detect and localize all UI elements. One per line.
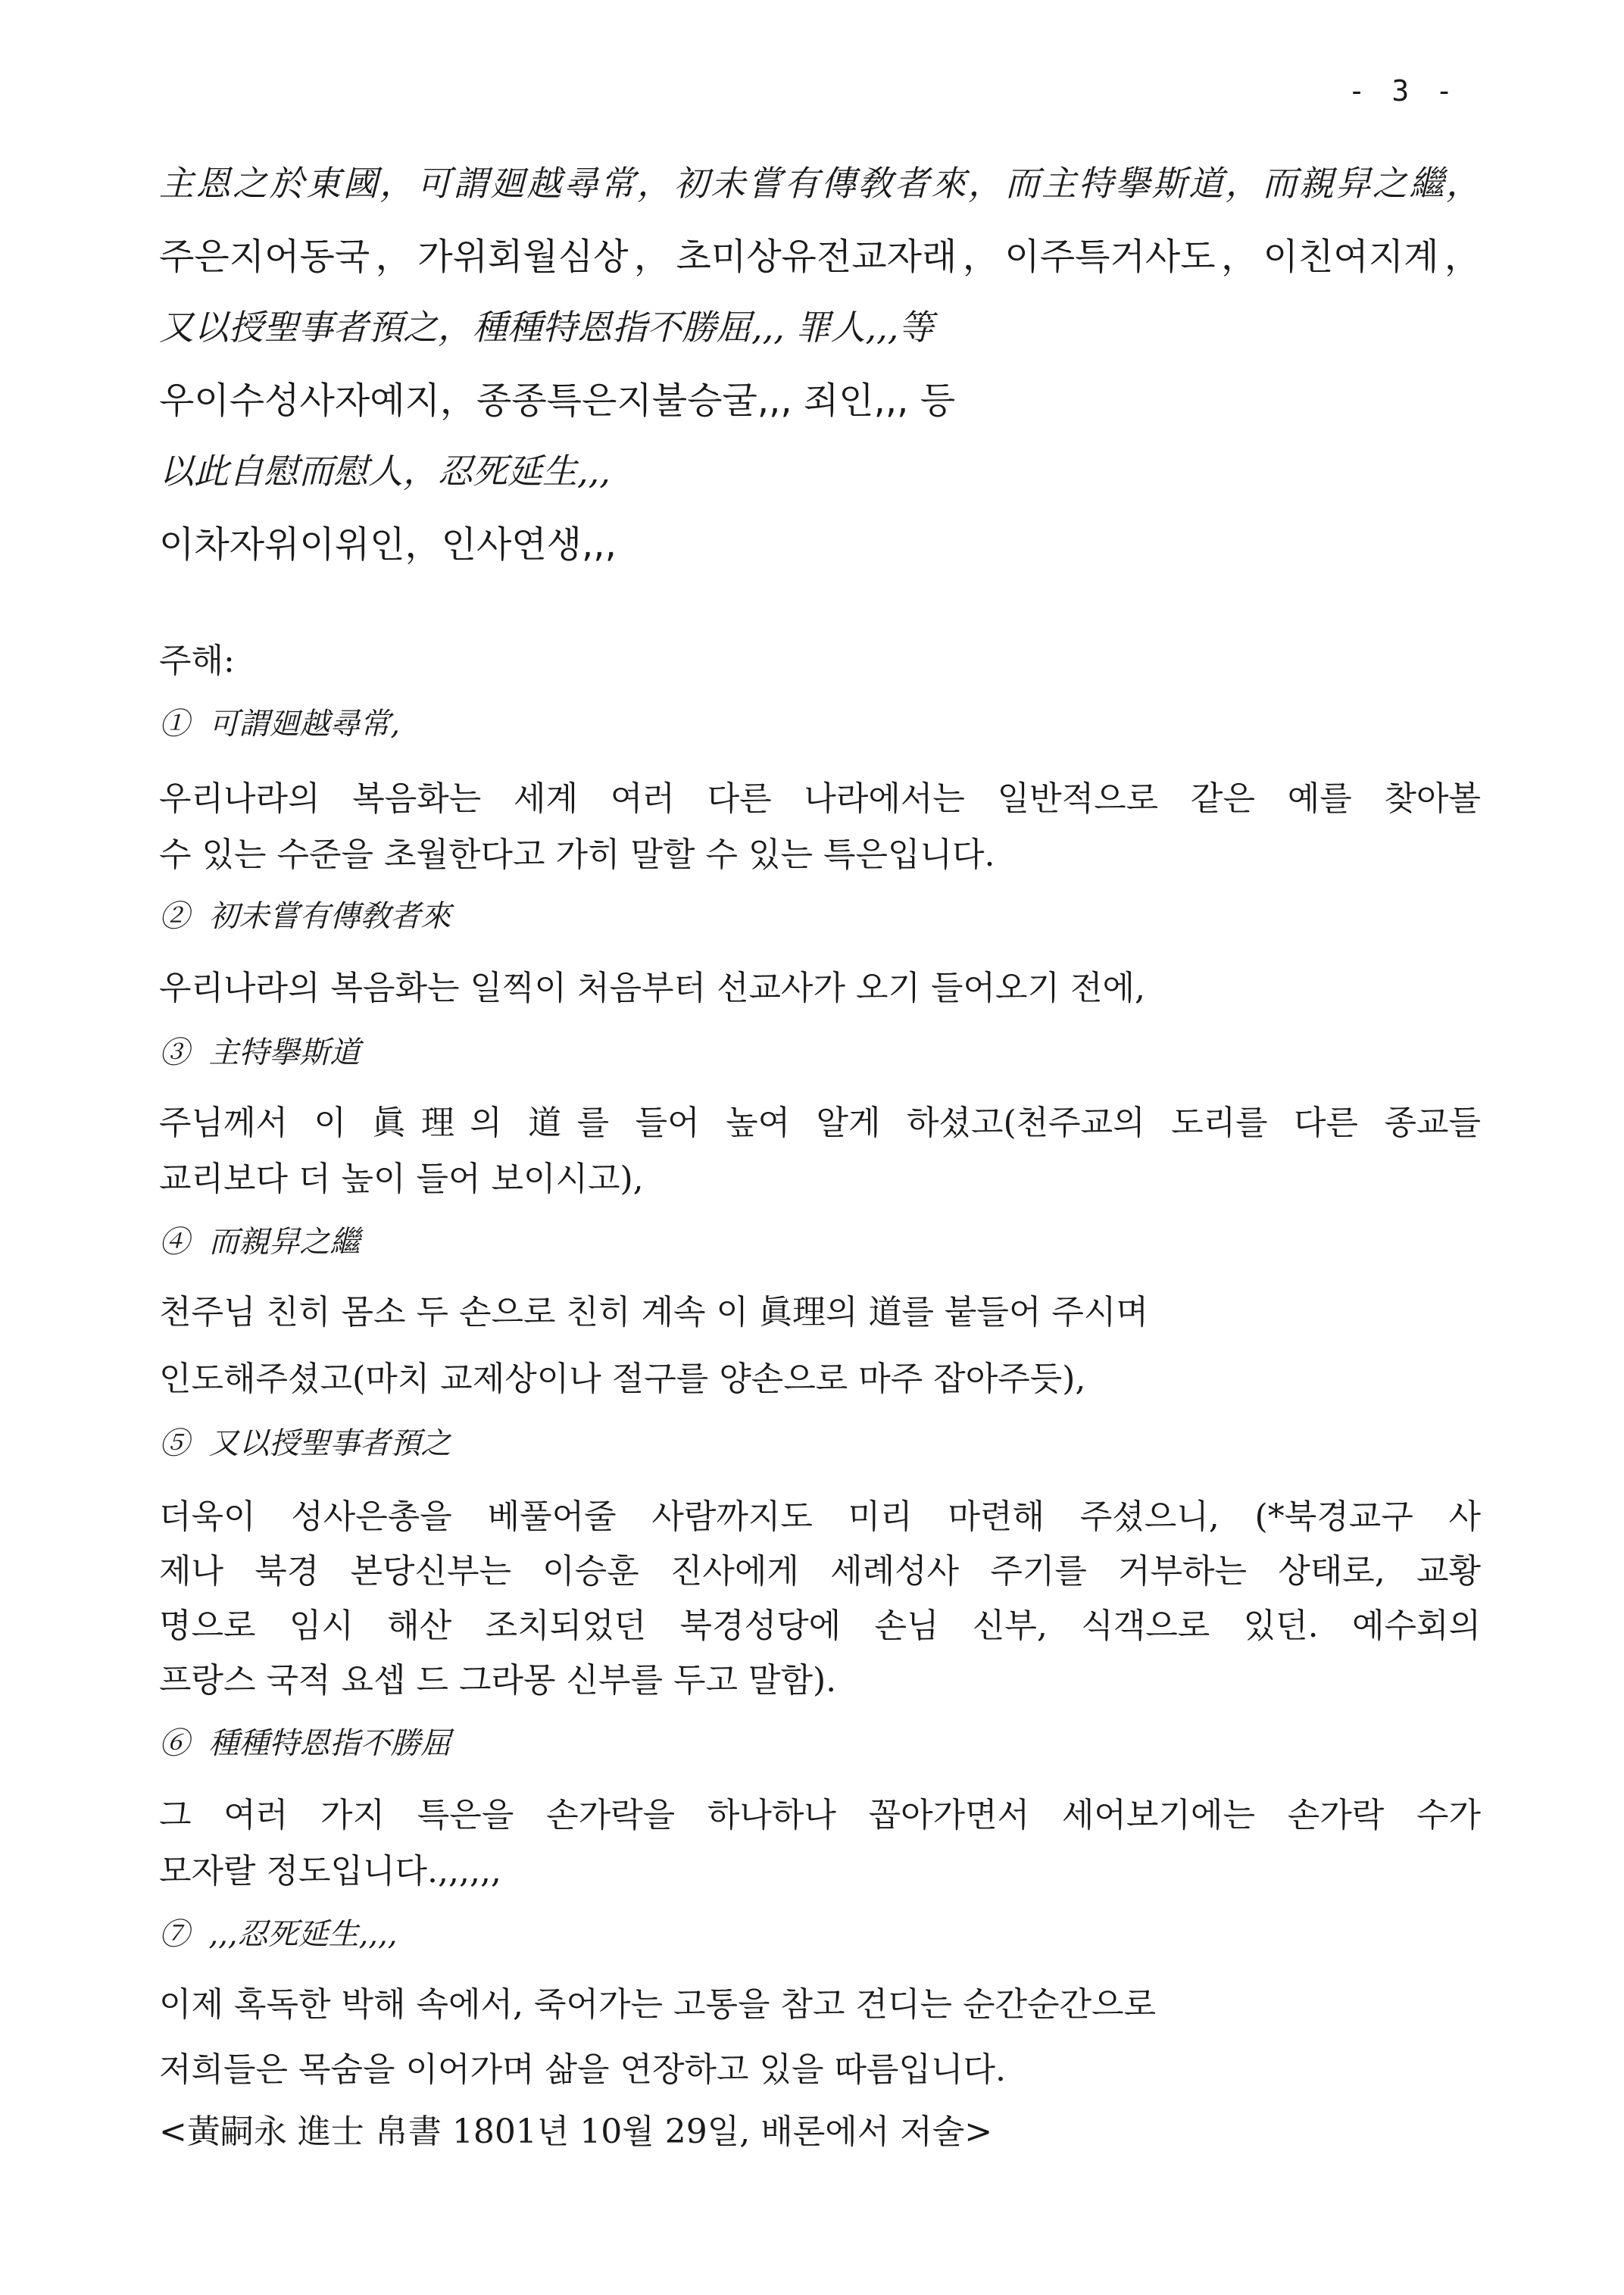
note-4-title <box>159 1218 1481 1261</box>
note-7-title <box>159 1910 1481 1953</box>
note-3-line-2: 교리보다 더 높이 들어 보이시고), <box>159 1160 644 1198</box>
note-4-title-text: 而親舁之繼 <box>208 1225 361 1260</box>
note-4-line-2: 인도해주셨고(마치 교제상이나 절구를 양손으로 마주 잡아주듯), <box>159 1360 1086 1398</box>
note-1-line-1: 우리나라의 복음화는 세계 여러 다른 나라에서는 일반적으로 같은 예를 찾아볼 <box>159 779 1481 818</box>
note-3-title <box>159 1029 1481 1072</box>
note-2-title-text: 初未嘗有傳敎者來 <box>208 899 451 934</box>
page-number: - 3 - <box>1348 74 1457 108</box>
original-hanja-line-1: 主恩之於東國，可謂廻越尋常，初未嘗有傳敎者來，而主特擧斯道，而親舁之繼， <box>159 163 1481 204</box>
note-1-title-text: 可謂廻越尋常, <box>208 707 401 742</box>
note-3-title-text: 主特擧斯道 <box>208 1035 361 1070</box>
note-4-marker: ④ <box>159 1225 189 1260</box>
note-6-marker: ⑥ <box>159 1726 189 1761</box>
note-5-title <box>159 1419 1481 1463</box>
note-5-marker: ⑤ <box>159 1426 189 1461</box>
note-6-line-2: 모자랄 정도입니다.,,,,,, <box>159 1852 501 1891</box>
note-5-line-3: 명으로 임시 해산 조치되었던 북경성당에 손님 신부, 식객으로 있던. 예수회의 <box>159 1606 1481 1645</box>
note-1-title <box>159 700 1481 743</box>
original-korean-line-2: 우이수성사자예지，종종특은지불승굴,,, 죄인,,, 등 <box>159 379 956 422</box>
note-5-line-2: 제나 북경 본당신부는 이승훈 진사에게 세례성사 주기를 거부하는 상태로, 교황 <box>159 1552 1481 1591</box>
original-korean-line-1: 주은지어동국，가위회월심상，초미상유전교자래，이주특거사도，이친여지계， <box>159 236 1481 278</box>
note-2-title <box>159 892 1481 935</box>
original-hanja-line-2: 又以授聖事者預之，種種特恩指不勝屈,,, 罪人,,,等 <box>159 307 934 348</box>
source-citation: <黃嗣永 進士 帛書 1801년 10월 29일, 배론에서 저술> <box>159 2112 993 2151</box>
note-3-line-1: 주님께서 이 眞理의 道를 들어 높여 알게 하셨고(천주교의 도리를 다른 종교들 <box>159 1104 1481 1142</box>
note-6-title <box>159 1719 1481 1763</box>
note-5-title-text: 又以授聖事者預之 <box>208 1426 451 1461</box>
note-6-title-text: 種種特恩指不勝屈 <box>208 1726 451 1761</box>
note-7-line-1: 이제 혹독한 박해 속에서, 죽어가는 고통을 참고 견디는 순간순간으로 <box>159 1985 1156 2024</box>
note-2-line-1: 우리나라의 복음화는 일찍이 처음부터 선교사가 오기 들어오기 전에, <box>159 969 1145 1007</box>
note-5-line-1: 더욱이 성사은총을 베풀어줄 사람까지도 미리 마련해 주셨으니, (*북경교구 사 <box>159 1497 1481 1536</box>
note-7-marker: ⑦ <box>159 1917 189 1952</box>
note-6-line-1: 그 여러 가지 특은을 손가락을 하나하나 꼽아가면서 세어보기에는 손가락 수가 <box>159 1796 1481 1834</box>
note-1-marker: ① <box>159 707 189 742</box>
note-7-line-2: 저희들은 목숨을 이어가며 삶을 연장하고 있을 따름입니다. <box>159 2050 1006 2089</box>
original-korean-line-3: 이차자위이위인，인사연생,,, <box>159 523 617 566</box>
note-5-line-4: 프랑스 국적 요셉 드 그라몽 신부를 두고 말함). <box>159 1661 837 1700</box>
original-hanja-line-3: 以此自慰而慰人，忍死延生,,, <box>159 451 611 492</box>
note-2-marker: ② <box>159 899 189 934</box>
notes-heading: 주해: <box>159 642 235 680</box>
note-7-title-text: ,,,忍死延生,,,, <box>208 1917 398 1952</box>
note-4-line-1: 천주님 친히 몸소 두 손으로 친히 계속 이 眞理의 道를 붙들어 주시며 <box>159 1293 1148 1332</box>
note-3-marker: ③ <box>159 1035 189 1070</box>
note-1-line-2: 수 있는 수준을 초월한다고 가히 말할 수 있는 특은입니다. <box>159 835 995 874</box>
